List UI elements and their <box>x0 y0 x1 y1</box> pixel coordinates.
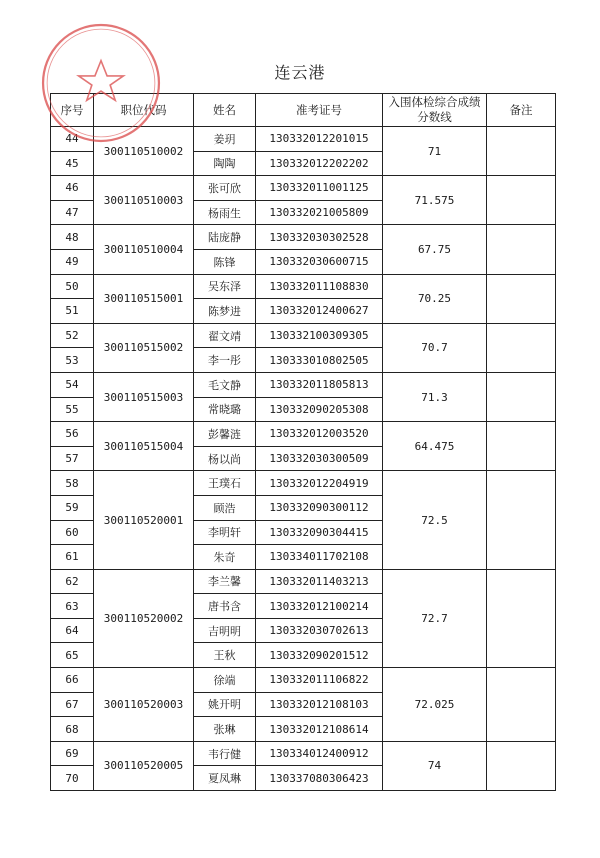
exam-id-cell: 130332090201512 <box>256 643 383 668</box>
name-cell: 姚开明 <box>194 692 256 717</box>
remark-cell <box>487 668 556 742</box>
name-cell: 常晓璐 <box>194 397 256 422</box>
exam-id-cell: 130332012202202 <box>256 151 383 176</box>
name-cell: 翟文靖 <box>194 323 256 348</box>
remark-cell <box>487 471 556 569</box>
seq-cell: 70 <box>51 766 94 791</box>
seq-cell: 65 <box>51 643 94 668</box>
seq-cell: 45 <box>51 151 94 176</box>
seq-cell: 69 <box>51 741 94 766</box>
seq-cell: 48 <box>51 225 94 250</box>
score-cell: 72.7 <box>383 569 487 667</box>
seq-cell: 67 <box>51 692 94 717</box>
seq-cell: 54 <box>51 372 94 397</box>
name-cell: 毛文静 <box>194 372 256 397</box>
post-code-cell: 300110520001 <box>94 471 194 569</box>
table-row <box>51 274 556 299</box>
table-row <box>51 372 556 397</box>
exam-id-cell: 130332012201015 <box>256 127 383 152</box>
post-code-cell: 300110515003 <box>94 372 194 421</box>
header-exam-id: 准考证号 <box>256 94 383 127</box>
name-cell: 李兰馨 <box>194 569 256 594</box>
score-cell: 71 <box>383 127 487 176</box>
name-cell: 陆庞静 <box>194 225 256 250</box>
remark-cell <box>487 127 556 176</box>
table-row <box>51 323 556 348</box>
name-cell: 张可欣 <box>194 176 256 201</box>
seq-cell: 51 <box>51 299 94 324</box>
seq-cell: 61 <box>51 545 94 570</box>
seq-cell: 68 <box>51 717 94 742</box>
seq-cell: 57 <box>51 446 94 471</box>
table-row <box>51 422 556 447</box>
seq-cell: 44 <box>51 127 94 152</box>
seq-cell: 58 <box>51 471 94 496</box>
post-code-cell: 300110515004 <box>94 422 194 471</box>
name-cell: 杨雨生 <box>194 200 256 225</box>
exam-id-cell: 130332100309305 <box>256 323 383 348</box>
name-cell: 张琳 <box>194 717 256 742</box>
score-cell: 70.25 <box>383 274 487 323</box>
seq-cell: 52 <box>51 323 94 348</box>
name-cell: 王秋 <box>194 643 256 668</box>
seq-cell: 63 <box>51 594 94 619</box>
name-cell: 陶陶 <box>194 151 256 176</box>
name-cell: 朱奇 <box>194 545 256 570</box>
exam-id-cell: 130332011108830 <box>256 274 383 299</box>
exam-id-cell: 130332012003520 <box>256 422 383 447</box>
exam-id-cell: 130337080306423 <box>256 766 383 791</box>
header-row <box>51 94 556 127</box>
exam-id-cell: 130332011001125 <box>256 176 383 201</box>
seq-cell: 64 <box>51 618 94 643</box>
remark-cell <box>487 569 556 667</box>
exam-id-cell: 130332012108614 <box>256 717 383 742</box>
page-title: 连云港 <box>274 63 326 82</box>
seq-cell: 60 <box>51 520 94 545</box>
exam-id-cell: 130332030702613 <box>256 618 383 643</box>
exam-id-cell: 130332030300509 <box>256 446 383 471</box>
exam-id-cell: 130332021005809 <box>256 200 383 225</box>
post-code-cell: 300110520002 <box>94 569 194 667</box>
table-row <box>51 668 556 693</box>
name-cell: 陈锋 <box>194 249 256 274</box>
name-cell: 杨以尚 <box>194 446 256 471</box>
seq-cell: 56 <box>51 422 94 447</box>
remark-cell <box>487 176 556 225</box>
table-row <box>51 741 556 766</box>
post-code-cell: 300110510002 <box>94 127 194 176</box>
name-cell: 顾浩 <box>194 495 256 520</box>
table-row <box>51 471 556 496</box>
name-cell: 徐端 <box>194 668 256 693</box>
exam-id-cell: 130332011805813 <box>256 372 383 397</box>
exam-id-cell: 130332030302528 <box>256 225 383 250</box>
remark-cell <box>487 372 556 421</box>
seq-cell: 49 <box>51 249 94 274</box>
exam-id-cell: 130332012400627 <box>256 299 383 324</box>
score-cell: 72.5 <box>383 471 487 569</box>
table-row <box>51 127 556 152</box>
post-code-cell: 300110515002 <box>94 323 194 372</box>
post-code-cell: 300110520005 <box>94 741 194 790</box>
post-code-cell: 300110510004 <box>94 225 194 274</box>
post-code-cell: 300110510003 <box>94 176 194 225</box>
name-cell: 吉明明 <box>194 618 256 643</box>
exam-id-cell: 130334012400912 <box>256 741 383 766</box>
name-cell: 夏凤琳 <box>194 766 256 791</box>
seq-cell: 53 <box>51 348 94 373</box>
exam-id-cell: 130332012108103 <box>256 692 383 717</box>
header-score: 入围体检综合成绩分数线 <box>383 94 487 127</box>
seq-cell: 59 <box>51 495 94 520</box>
exam-id-cell: 130332030600715 <box>256 249 383 274</box>
post-code-cell: 300110515001 <box>94 274 194 323</box>
name-cell: 姜玥 <box>194 127 256 152</box>
seq-cell: 47 <box>51 200 94 225</box>
header-post-code: 职位代码 <box>94 94 194 127</box>
name-cell: 韦行健 <box>194 741 256 766</box>
table-row <box>51 176 556 201</box>
name-cell: 唐书含 <box>194 594 256 619</box>
remark-cell <box>487 225 556 274</box>
table-row <box>51 225 556 250</box>
score-cell: 71.575 <box>383 176 487 225</box>
score-cell: 71.3 <box>383 372 487 421</box>
exam-id-cell: 130332012100214 <box>256 594 383 619</box>
name-cell: 李明轩 <box>194 520 256 545</box>
score-cell: 72.025 <box>383 668 487 742</box>
score-cell: 64.475 <box>383 422 487 471</box>
exam-id-cell: 130332012204919 <box>256 471 383 496</box>
name-cell: 陈梦进 <box>194 299 256 324</box>
exam-id-cell: 130332090205308 <box>256 397 383 422</box>
remark-cell <box>487 741 556 790</box>
header-name: 姓名 <box>194 94 256 127</box>
seq-cell: 50 <box>51 274 94 299</box>
seq-cell: 46 <box>51 176 94 201</box>
name-cell: 王璞石 <box>194 471 256 496</box>
exam-id-cell: 130334011702108 <box>256 545 383 570</box>
header-remark: 备注 <box>487 94 556 127</box>
exam-id-cell: 130333010802505 <box>256 348 383 373</box>
seq-cell: 55 <box>51 397 94 422</box>
score-cell: 70.7 <box>383 323 487 372</box>
remark-cell <box>487 422 556 471</box>
exam-id-cell: 130332011106822 <box>256 668 383 693</box>
seq-cell: 66 <box>51 668 94 693</box>
results-table <box>50 93 556 791</box>
header-seq: 序号 <box>51 94 94 127</box>
table-row <box>51 569 556 594</box>
score-cell: 74 <box>383 741 487 790</box>
name-cell: 吴东泽 <box>194 274 256 299</box>
exam-id-cell: 130332011403213 <box>256 569 383 594</box>
seq-cell: 62 <box>51 569 94 594</box>
score-cell: 67.75 <box>383 225 487 274</box>
name-cell: 彭馨涟 <box>194 422 256 447</box>
remark-cell <box>487 323 556 372</box>
remark-cell <box>487 274 556 323</box>
name-cell: 李一彤 <box>194 348 256 373</box>
exam-id-cell: 130332090300112 <box>256 495 383 520</box>
exam-id-cell: 130332090304415 <box>256 520 383 545</box>
post-code-cell: 300110520003 <box>94 668 194 742</box>
